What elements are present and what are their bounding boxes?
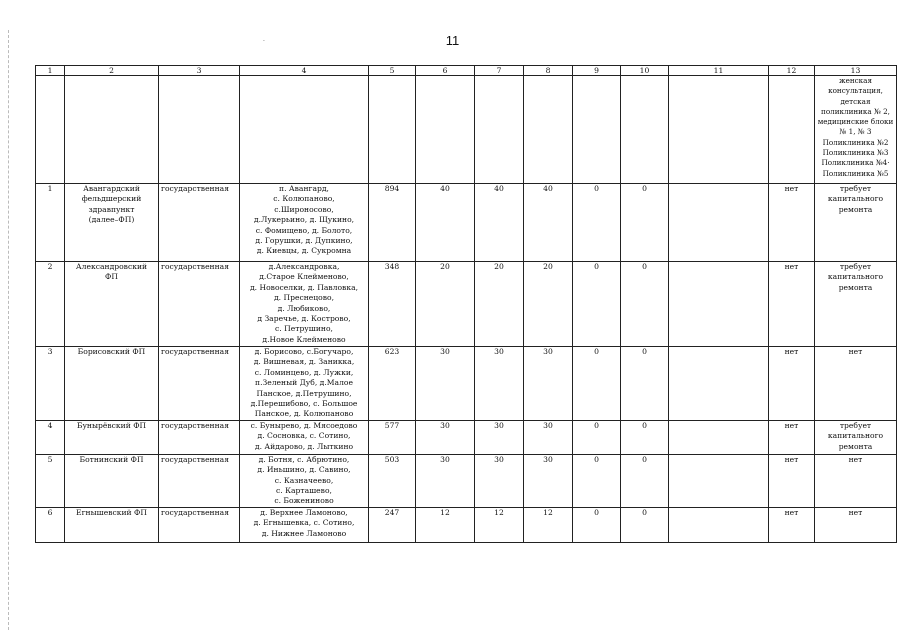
cell-line: женская [839, 76, 872, 85]
cell-c13 [815, 454, 897, 507]
cell-line: Александровский [75, 262, 148, 271]
cell-line: д. Иньшино, д. Савино, [257, 465, 351, 475]
cell-num: 4 [36, 420, 65, 454]
cell-c10: 0 [621, 262, 669, 347]
cell-c7: 40 [475, 184, 524, 262]
cell-c5: 894 [369, 184, 416, 262]
cell-line: п.Зеленый Дуб, д.Малое [255, 378, 353, 388]
cell-c10: 0 [621, 507, 669, 542]
cell-line: Поликлиника №5 [822, 168, 889, 178]
cell-c10: 0 [621, 454, 669, 507]
cell-c8: 30 [524, 454, 573, 507]
cell [240, 76, 369, 184]
cell-c11 [669, 507, 769, 542]
cell-line: требует [839, 420, 872, 430]
column-header: 6 [416, 66, 475, 76]
cell-villages [240, 262, 369, 347]
cell-c5: 577 [369, 420, 416, 454]
cell-line: нет [848, 507, 863, 517]
cell-line: консультация, [828, 86, 883, 96]
cell-villages [240, 507, 369, 542]
cell-line: Авангардский [83, 184, 140, 193]
cell-c12: нет [769, 454, 815, 507]
cell-line: с. Колюпаново, [273, 194, 335, 204]
cell-villages [240, 454, 369, 507]
cell-line: нет [848, 347, 863, 356]
cell-line: нет [848, 454, 863, 464]
cell-c6: 12 [416, 507, 475, 542]
cell-c5: 623 [369, 347, 416, 421]
cell-c9: 0 [573, 347, 621, 421]
cell-villages [240, 347, 369, 421]
cell-line: требует [839, 184, 872, 193]
cell-line: д. Любиково, [277, 303, 331, 313]
column-header: 5 [369, 66, 416, 76]
cell-c9: 0 [573, 454, 621, 507]
cell-line: ремонта [838, 204, 873, 214]
cell-line: ремонта [838, 441, 873, 451]
cell-line: Поликлиника №3 [822, 148, 889, 158]
cell-c12: нет [769, 262, 815, 347]
cell-line: д.Лукерьино, д. Щукино, [253, 215, 355, 225]
cell [36, 76, 65, 184]
cell-c6: 30 [416, 420, 475, 454]
cell-c11 [669, 420, 769, 454]
cell-c10: 0 [621, 184, 669, 262]
cell-c5: 503 [369, 454, 416, 507]
cell [621, 76, 669, 184]
cell-line: требует [839, 262, 872, 271]
cell-c7: 30 [475, 347, 524, 421]
cell-c13 [815, 347, 897, 421]
column-header: 7 [475, 66, 524, 76]
cell [669, 76, 769, 184]
cell-line: (далее–ФП) [88, 215, 135, 225]
cell-c9: 0 [573, 420, 621, 454]
cell-c9: 0 [573, 507, 621, 542]
cell-name [65, 507, 159, 542]
cell-c7: 20 [475, 262, 524, 347]
cell-line: Ботнинский ФП [79, 454, 144, 464]
table-row [36, 507, 897, 542]
cell-num: 2 [36, 262, 65, 347]
cell-line: Поликлиника №2 [822, 137, 889, 147]
cell-line: с. Петрушино, [275, 324, 333, 334]
cell-line: с. Карташево, [276, 486, 332, 496]
cell-villages [240, 420, 369, 454]
cell-line: с. Казначеево, [274, 475, 334, 485]
cell-line: д. Новоселки, д. Павловка, [249, 282, 359, 292]
page-number: 11 [445, 33, 460, 48]
cell [769, 76, 815, 184]
cell-ownership: государственная [159, 184, 240, 262]
cell-line: с. Бунырево, д. Мясоедово [250, 420, 358, 430]
column-header: 11 [669, 66, 769, 76]
cell [369, 76, 416, 184]
cell-c10: 0 [621, 347, 669, 421]
cell [159, 76, 240, 184]
column-header: 8 [524, 66, 573, 76]
cell-line: д. Верхнее Ламоново, [260, 507, 348, 517]
cell-c7: 30 [475, 420, 524, 454]
cell-line: с. Фомищево, д. Болото, [255, 225, 353, 235]
cell-line: поликлиника № 2, [821, 106, 890, 116]
cell [475, 76, 524, 184]
facilities-table [35, 65, 897, 543]
continuation-col13-cell [815, 76, 897, 184]
cell-line: фельдшерский [81, 194, 142, 204]
column-header: 1 [36, 66, 65, 76]
cell-num: 1 [36, 184, 65, 262]
cell-line: Поликлиника №4· [821, 158, 890, 168]
cell-line: п. Авангард, [279, 184, 329, 193]
cell-line: Борисовский ФП [77, 347, 146, 356]
cell-ownership: государственная [159, 454, 240, 507]
cell-line: д. Горушки, д. Дупкино, [255, 236, 353, 246]
cell-c8: 30 [524, 420, 573, 454]
cell-line: д.Новое Клейменово [262, 334, 346, 344]
cell-line: с. Ломинцево, д. Лужки, [254, 367, 354, 377]
table-body [36, 66, 897, 543]
table-row [36, 184, 897, 262]
cell-line: капитального [827, 431, 884, 441]
cell-c8: 30 [524, 347, 573, 421]
cell-line: д. Вишневая, д. Заникка, [253, 357, 355, 367]
cell-line: д. Нижнее Ламоново [261, 528, 347, 538]
cell-line: капитального [827, 272, 884, 282]
cell-line: д.Старое Клейменово, [259, 272, 349, 282]
cell-c8: 12 [524, 507, 573, 542]
cell-line: детская [840, 96, 871, 106]
column-header: 3 [159, 66, 240, 76]
page-margin-line [8, 30, 9, 630]
cell-c11 [669, 454, 769, 507]
cell-line: д. Киевцы, д. Сукромна [256, 246, 352, 256]
cell-line: Панское, д.Петрушино, [256, 388, 352, 398]
cell-ownership: государственная [159, 262, 240, 347]
cell [416, 76, 475, 184]
cell-line: д. Преснецово, [273, 293, 334, 303]
continuation-row [36, 76, 897, 184]
cell-c12: нет [769, 507, 815, 542]
table-row [36, 420, 897, 454]
cell-c12: нет [769, 184, 815, 262]
cell [524, 76, 573, 184]
table-row [36, 454, 897, 507]
cell-c8: 20 [524, 262, 573, 347]
cell-c10: 0 [621, 420, 669, 454]
cell-line: д. Ботня, с. Абрютино, [258, 454, 350, 464]
cell-name [65, 184, 159, 262]
cell-line: капитального [827, 194, 884, 204]
cell-line: здравпункт [88, 204, 135, 214]
cell-villages [240, 184, 369, 262]
table-row [36, 347, 897, 421]
cell-c7: 12 [475, 507, 524, 542]
cell-line: Бунырёвский ФП [76, 420, 147, 430]
cell-line: д Заречье, д. Кострово, [257, 314, 351, 324]
cell-line: Егнышевский ФП [76, 507, 147, 517]
cell-line: д. Айдарово, д. Лыткино [254, 441, 354, 451]
cell-c9: 0 [573, 262, 621, 347]
cell-line: ремонта [838, 282, 873, 292]
column-header: 2 [65, 66, 159, 76]
cell-line: д.Александровка, [268, 262, 340, 271]
column-header: 4 [240, 66, 369, 76]
cell-num: 6 [36, 507, 65, 542]
cell-c11 [669, 262, 769, 347]
cell-line: д. Сосновка, с. Сотино, [257, 431, 351, 441]
cell-c11 [669, 347, 769, 421]
cell-c13 [815, 184, 897, 262]
cell-c7: 30 [475, 454, 524, 507]
cell-c13 [815, 507, 897, 542]
cell-ownership: государственная [159, 347, 240, 421]
cell-c9: 0 [573, 184, 621, 262]
column-header: 9 [573, 66, 621, 76]
column-header: 13 [815, 66, 897, 76]
cell-line: д. Егнышевка, с. Сотино, [253, 518, 355, 528]
cell-name [65, 347, 159, 421]
cell-name [65, 262, 159, 347]
cell-line: медицинские блоки [817, 117, 894, 127]
cell-c8: 40 [524, 184, 573, 262]
cell-line: ФП [105, 272, 118, 282]
cell-line: д. Борисово, с.Богучаро, [254, 347, 354, 356]
cell-name [65, 454, 159, 507]
cell-line: Панское, д. Колюпаново [254, 409, 354, 419]
cell-c6: 40 [416, 184, 475, 262]
cell-line: д.Перешибово, с. Большое [250, 399, 358, 409]
cell-c5: 348 [369, 262, 416, 347]
cell-c6: 30 [416, 347, 475, 421]
cell-name [65, 420, 159, 454]
cell [573, 76, 621, 184]
column-header: 12 [769, 66, 815, 76]
cell-c5: 247 [369, 507, 416, 542]
table-row [36, 262, 897, 347]
cell-num: 5 [36, 454, 65, 507]
cell-c11 [669, 184, 769, 262]
cell [65, 76, 159, 184]
header-row [36, 66, 897, 76]
scan-speck: · [263, 38, 265, 45]
cell-line: с. Божениново [274, 496, 334, 506]
cell-ownership: государственная [159, 420, 240, 454]
cell-ownership: государственная [159, 507, 240, 542]
column-header: 10 [621, 66, 669, 76]
cell-c13 [815, 262, 897, 347]
cell-num: 3 [36, 347, 65, 421]
cell-c12: нет [769, 420, 815, 454]
cell-c6: 20 [416, 262, 475, 347]
cell-line: № 1, № 3 [839, 127, 872, 137]
cell-c6: 30 [416, 454, 475, 507]
cell-line: с.Широносово, [274, 204, 334, 214]
cell-c13 [815, 420, 897, 454]
cell-c12: нет [769, 347, 815, 421]
